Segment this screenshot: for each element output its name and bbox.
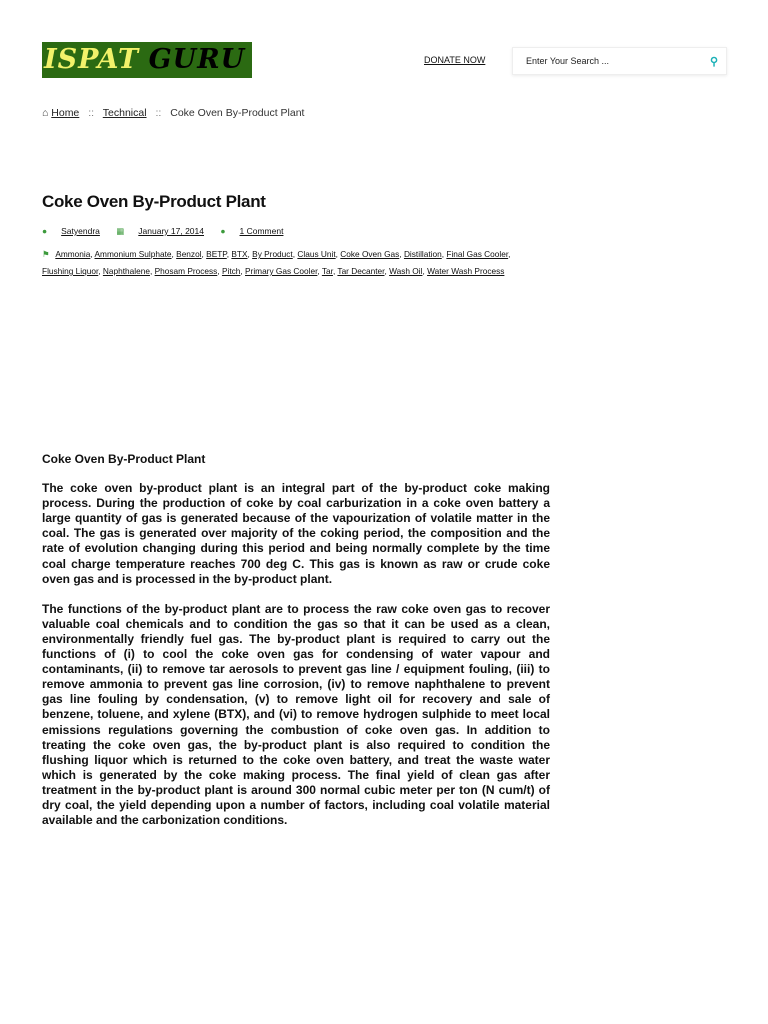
search-box: [512, 47, 727, 75]
content-heading: Coke Oven By-Product Plant: [42, 452, 206, 466]
author-link[interactable]: Satyendra: [61, 226, 100, 236]
tag-link[interactable]: Tar Decanter: [337, 266, 385, 276]
tag-link[interactable]: BTX: [231, 249, 248, 259]
article-content: [42, 452, 550, 843]
tag-link[interactable]: Naphthalene: [102, 266, 150, 276]
home-icon: ⌂: [42, 107, 49, 119]
breadcrumb-current: Coke Oven By-Product Plant: [170, 107, 305, 119]
tag-link[interactable]: Flushing Liquor: [42, 266, 99, 276]
tag-link[interactable]: Final Gas Cooler: [446, 249, 509, 259]
tag-link[interactable]: BETP: [206, 249, 227, 259]
comments-link[interactable]: 1 Comment: [239, 226, 284, 236]
comments-icon: ●: [220, 226, 226, 236]
search-icon[interactable]: ⚲: [709, 56, 718, 68]
site-logo[interactable]: ISPAT GURU: [42, 42, 252, 78]
tag-link[interactable]: Distillation: [403, 249, 442, 259]
tag-link[interactable]: Ammonium Sulphate: [94, 249, 172, 259]
breadcrumb-separator: ::: [155, 107, 162, 119]
donate-now-link[interactable]: DONATE NOW: [424, 55, 486, 65]
calendar-icon: ▦: [116, 226, 125, 236]
paragraph: The functions of the by-product plant are to process the raw coke oven gas to recover valuable coal chemicals and to condition the gas so that it can be used as a clean, environmentally friendly fuel gas. The by-product plant is required to carry out the functions of (i) to cool the coke oven gas for condensing of water vapour and contaminants, (ii) to remove tar aerosols to prevent gas line / equipment fouling, (iii) to remove ammonia to prevent gas line corrosion, (iv) to remove naphthalene to prevent gas line fouling by condensation, (v) to remove light oil for recovery and sale of benzene, toluene, and xylene (BTX), and (vi) to remove hydrogen sulphide to meet local emissions regulations governing the combustion of coke oven gas. In addition to treating the coke oven gas, the by-product plant is also required to condition the flushing liquor which is returned to the coke oven battery, and treat the waste water which is generated by the coke making process. The final yield of clean gas after treatment in the by-product plant is around 300 normal cubic meter per ton (N cum/t) of dry coal, the yield depending upon a number of factors, including coal volatile material available and the carbonization conditions.: [42, 601, 550, 828]
tag-link[interactable]: Ammonia: [55, 249, 91, 259]
user-icon: ●: [42, 226, 48, 236]
breadcrumb-separator: ::: [88, 107, 95, 119]
date-link[interactable]: January 17, 2014: [138, 226, 204, 236]
breadcrumb-home[interactable]: Home: [51, 107, 80, 119]
tags-icon: ⚑: [42, 249, 50, 259]
tag-link[interactable]: Water Wash Process: [427, 266, 505, 276]
tag-list: ⚑ Ammonia, Ammonium Sulphate, Benzol, BETP, BTX, By Product, Claus Unit, Coke Oven Gas, Distillation, Final Gas Cooler, Flushing Liquor, Naphthalene, Phosam Process, Pitch, Primary Gas Cooler, Tar, Tar Decanter, Wash Oil, Water Wash Process: [42, 249, 511, 276]
breadcrumb: [42, 107, 304, 119]
search-input[interactable]: [524, 55, 698, 67]
tag-link[interactable]: Claus Unit: [297, 249, 336, 259]
tag-link[interactable]: Phosam Process: [154, 266, 218, 276]
paragraph: The coke oven by-product plant is an integral part of the by-product coke making process. During the production of coke by coal carburization in a coke oven battery a large quantity of gas is generated because of the vapourization of volatile matter in the coal. The gas is generated over majority of the coking period, the composition and the rate of evolution changing during this period and being normally complete by the time coal charge temperature reaches 700 deg C. This gas is known as raw or crude coke oven gas and is processed in the by-product plant.: [42, 481, 550, 586]
page-title: Coke Oven By-Product Plant: [42, 192, 266, 211]
post-meta: [42, 226, 297, 237]
tag-link[interactable]: Coke Oven Gas: [340, 249, 400, 259]
tag-link[interactable]: By Product: [252, 249, 293, 259]
tag-link[interactable]: Tar: [321, 266, 333, 276]
tag-link[interactable]: Primary Gas Cooler: [245, 266, 318, 276]
tag-link[interactable]: Wash Oil: [389, 266, 423, 276]
tag-link[interactable]: Benzol: [176, 249, 202, 259]
tag-link[interactable]: Pitch: [221, 266, 241, 276]
breadcrumb-technical[interactable]: Technical: [102, 107, 147, 119]
